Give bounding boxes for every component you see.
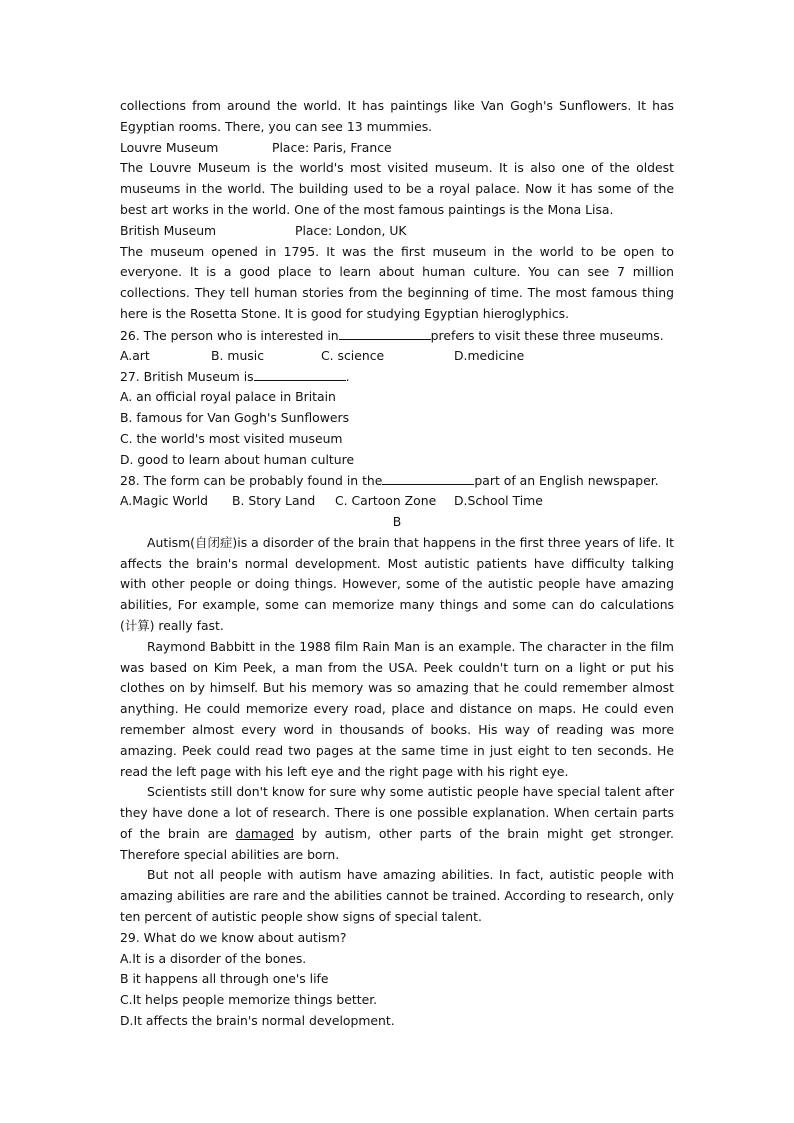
q26-option-d: D.medicine bbox=[454, 347, 525, 363]
q27-stem-start: 27. British Museum is bbox=[120, 369, 254, 385]
british-place: Place: London, UK bbox=[295, 222, 407, 238]
q29-option-c: C.It helps people memorize things better. bbox=[120, 992, 378, 1008]
q26-option-a: A.art bbox=[120, 347, 150, 363]
q27-stem-end: . bbox=[345, 369, 350, 385]
q27-option-d: D. good to learn about human culture bbox=[120, 451, 355, 467]
q28-option-d: D.School Time bbox=[454, 493, 543, 509]
q26-stem-end: prefers to visit these three museums. bbox=[430, 327, 664, 343]
q28-option-c: C. Cartoon Zone bbox=[335, 493, 437, 509]
q28-stem-start: 28. The form can be probably found in the bbox=[120, 473, 383, 489]
p3-text-start: Scientists still don't know for sure why some autistic people have special talent after they have done a lot of research. There is one possible explanation. When certain parts of the brain are bbox=[120, 784, 674, 841]
british-name: British Museum bbox=[120, 222, 217, 238]
q29-option-a: A.It is a disorder of the bones. bbox=[120, 950, 307, 966]
louvre-name: Louvre Museum bbox=[120, 139, 219, 155]
q28-answer-blank bbox=[382, 470, 474, 485]
question-28 bbox=[120, 470, 674, 491]
louvre-place: Place: Paris, France bbox=[272, 139, 392, 155]
british-description: The museum opened in 1795. It was the first museum in the world to be open to everyone. It is a good place to learn about human culture. You can see 7 million collections. They tell human stories from the beginning of time. The most famous thing here is the Rosetta Stone. It is good for studying Egyptian hieroglyphics. bbox=[120, 243, 674, 321]
passage-paragraph-3 bbox=[120, 782, 674, 865]
british-heading bbox=[120, 221, 674, 242]
p3-text-end: by autism, other parts of the brain might get stronger. Therefore special abilities are born. bbox=[120, 825, 674, 862]
q28-option-b: B. Story Land bbox=[232, 493, 316, 509]
q27-option-b: B. famous for Van Gogh's Sunflowers bbox=[120, 409, 350, 425]
passage-paragraph-1: Autism(自闭症)is a disorder of the brain that happens in the first three years of life. It affects the brain's normal development. Most autistic patients have difficulty talking with other people or doing things. However, some of the autistic people have amazing abilities, For example, some can memorize many things and some can do calculations (计算) really fast. bbox=[120, 534, 674, 633]
q26-option-b: B. music bbox=[211, 347, 265, 363]
intro-paragraph: collections from around the world. It has paintings like Van Gogh's Sunflowers. It has Egyptian rooms. There, you can see 13 mummies. bbox=[120, 98, 674, 134]
louvre-description: The Louvre Museum is the world's most visited museum. It is also one of the oldest museums in the world. The building used to be a royal palace. Now it has some of the best art works in the world. One of the most famous paintings is the Mona Lisa. bbox=[120, 160, 674, 217]
q27-answer-blank bbox=[254, 366, 346, 381]
louvre-heading bbox=[120, 138, 674, 159]
underlined-word: damaged bbox=[235, 825, 294, 841]
section-b-heading: B bbox=[392, 513, 402, 529]
passage-paragraph-4: But not all people with autism have amazing abilities. In fact, autistic people with amazing abilities are rare and the abilities cannot be trained. According to research, only ten percent of autistic people show signs of special talent. bbox=[120, 867, 674, 925]
q26-option-c: C. science bbox=[321, 347, 385, 363]
q26-options bbox=[120, 346, 674, 367]
q29-option-d: D.It affects the brain's normal development. bbox=[120, 1013, 395, 1029]
q27-option-c: C. the world's most visited museum bbox=[120, 430, 343, 446]
passage-paragraph-2: Raymond Babbitt in the 1988 film Rain Man is an example. The character in the film was based on Kim Peek, a man from the USA. Peek couldn't turn on a light or put his clothes on by himself. But his memory was so amazing that he could remember almost anything. He could memorize every road, place and distance on maps. He could even remember almost every word in thousands of books. His way of reading was more amazing. Peek could read two pages at the same time in just eight to ten seconds. He read the left page with his left eye and the right page with his right eye. bbox=[120, 638, 674, 779]
q28-stem-end: part of an English newspaper. bbox=[474, 473, 659, 489]
q26-answer-blank bbox=[339, 325, 431, 340]
q27-option-a: A. an official royal palace in Britain bbox=[120, 389, 336, 405]
q26-stem-start: 26. The person who is interested in bbox=[120, 327, 339, 343]
q29-option-b: B it happens all through one's life bbox=[120, 971, 329, 987]
question-29: 29. What do we know about autism? bbox=[120, 929, 347, 945]
q28-option-a: A.Magic World bbox=[120, 493, 209, 509]
question-27 bbox=[120, 366, 674, 387]
q28-options bbox=[120, 491, 674, 512]
question-26 bbox=[120, 325, 674, 346]
